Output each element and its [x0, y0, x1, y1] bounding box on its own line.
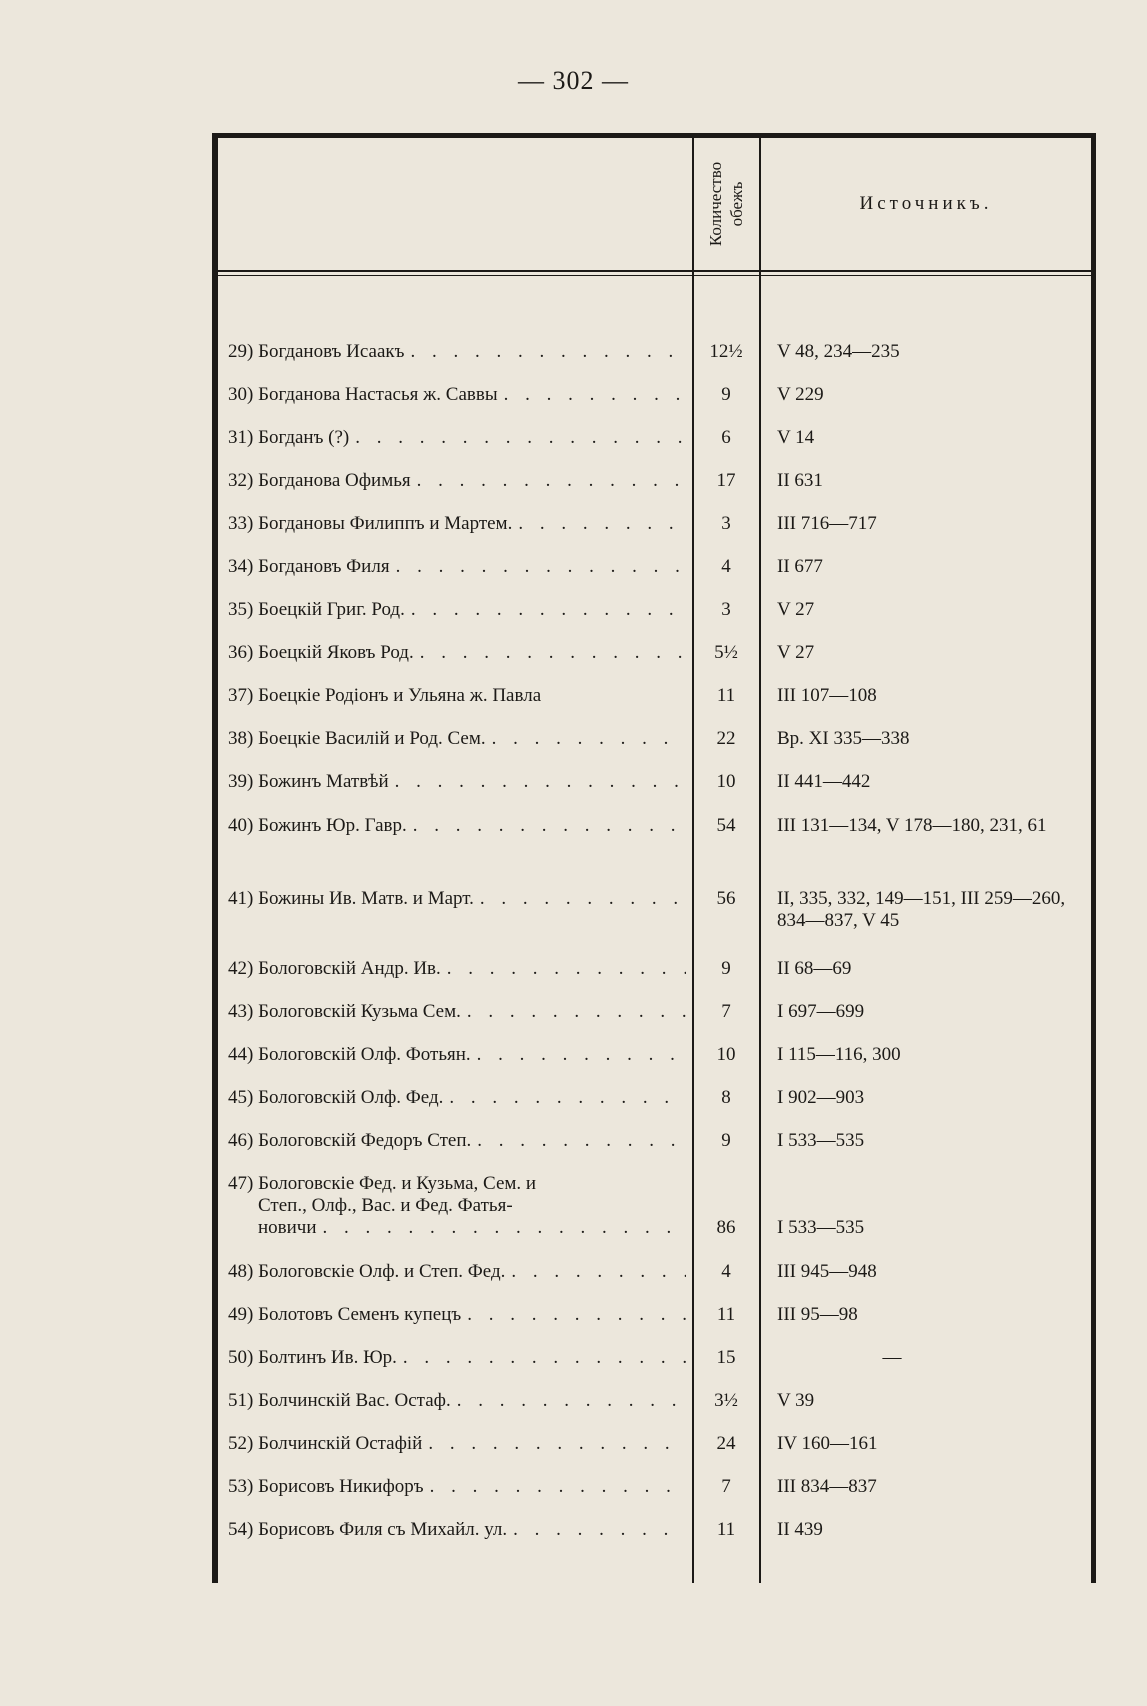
row-source: Вр. XI 335—338 — [777, 728, 910, 749]
register-table — [212, 133, 1096, 1583]
row-quantity: 9 — [721, 958, 731, 979]
row-name-line3: новичи — [258, 1217, 317, 1238]
row-quantity: 6 — [721, 427, 731, 448]
row-quantity: 3 — [721, 599, 731, 620]
row-quantity: 8 — [721, 1087, 731, 1108]
row-quantity: 17 — [716, 470, 736, 491]
row-quantity: 15 — [716, 1347, 736, 1368]
row-name: 49) Болотовъ Семенъ купецъ — [228, 1304, 462, 1325]
row-quantity: 4 — [721, 556, 731, 577]
row-name: 34) Богдановъ Филя — [228, 556, 390, 577]
row-name: 53) Борисовъ Никифоръ — [228, 1476, 424, 1497]
row-source: II 441—442 — [777, 771, 871, 792]
row-name: 38) Боецкіе Василій и Род. Сем. — [228, 728, 486, 749]
row-name: 43) Бологовскій Кузьма Сем. — [228, 1001, 461, 1022]
row-quantity: 24 — [716, 1433, 736, 1454]
table-left-border — [212, 133, 218, 1583]
row-source: I 533—535 — [777, 1217, 865, 1238]
row-quantity: 56 — [716, 888, 736, 909]
row-quantity: 7 — [721, 1476, 731, 1497]
row-quantity: 4 — [721, 1261, 731, 1282]
row-name: 29) Богдановъ Исаакъ — [228, 341, 405, 362]
row-source: — — [882, 1347, 902, 1368]
row-quantity: 9 — [721, 1130, 731, 1151]
row-name: 31) Богданъ (?) — [228, 427, 350, 448]
row-source: IV 160—161 — [777, 1433, 878, 1454]
row-source: I 115—116, 300 — [777, 1044, 901, 1065]
row-source: I 697—699 — [777, 1001, 865, 1022]
row-source: III 945—948 — [777, 1261, 877, 1282]
row-source: III 95—98 — [777, 1304, 858, 1325]
row-quantity: 3 — [721, 513, 731, 534]
row-name: 45) Бологовскій Олф. Фед. — [228, 1087, 444, 1108]
row-source: V 39 — [777, 1390, 815, 1411]
header-quantity — [694, 138, 758, 270]
row-quantity: 9 — [721, 384, 731, 405]
row-source: V 48, 234—235 — [777, 341, 900, 362]
row-source: III 131—134, V 178—180, 231, 61 — [777, 815, 1047, 836]
row-source: I 533—535 — [777, 1130, 865, 1151]
row-source: V 27 — [777, 642, 815, 663]
header-rule-thin — [212, 275, 1096, 276]
table-right-border — [1091, 133, 1096, 1583]
row-name: 42) Бологовскій Андр. Ив. — [228, 958, 441, 979]
row-name: 48) Бологовскіе Олф. и Степ. Фед. — [228, 1261, 506, 1282]
row-name-line2: Степ., Олф., Вас. и Фед. Фатья- — [258, 1195, 513, 1216]
row-source: II 677 — [777, 556, 823, 577]
row-source: V 27 — [777, 599, 815, 620]
row-source: II 439 — [777, 1519, 823, 1540]
row-name: 41) Божины Ив. Матв. и Март. — [228, 888, 474, 909]
row-quantity: 5½ — [714, 642, 738, 663]
row-quantity: 22 — [716, 728, 736, 749]
row-quantity: 11 — [716, 1304, 736, 1325]
row-name: 50) Болтинъ Ив. Юр. — [228, 1347, 397, 1368]
row-name: 44) Бологовскій Олф. Фотьян. — [228, 1044, 471, 1065]
row-name: 51) Болчинскій Вас. Остаф. — [228, 1390, 451, 1411]
row-source: II 68—69 — [777, 958, 852, 979]
row-source: V 229 — [777, 384, 824, 405]
row-name: 40) Божинъ Юр. Гавр. — [228, 815, 407, 836]
row-source: II, 335, 332, 149—151, III 259—260, 834—837, V 45 — [777, 888, 1066, 931]
row-quantity: 11 — [716, 1519, 736, 1540]
row-source: III 834—837 — [777, 1476, 877, 1497]
row-name: 54) Борисовъ Филя съ Михайл. ул. — [228, 1519, 508, 1540]
row-name: 46) Бологовскій Федоръ Степ. — [228, 1130, 472, 1151]
row-quantity: 11 — [716, 685, 736, 706]
row-source: V 14 — [777, 427, 815, 448]
row-source: III 107—108 — [777, 685, 877, 706]
row-name: 39) Божинъ Матвѣй — [228, 771, 389, 792]
row-quantity: 12½ — [709, 341, 743, 362]
header-rule — [212, 270, 1096, 272]
row-quantity: 7 — [721, 1001, 731, 1022]
row-name-line1: 47) Бологовскіе Фед. и Кузьма, Сем. и — [228, 1173, 537, 1194]
header-source: Источникъ. — [859, 193, 993, 214]
row-source: III 716—717 — [777, 513, 877, 534]
row-source: I 902—903 — [777, 1087, 865, 1108]
row-name: 30) Богданова Настасья ж. Саввы — [228, 384, 498, 405]
row-quantity: 54 — [716, 815, 736, 836]
page-number: — 302 — — [518, 66, 629, 95]
row-quantity: 10 — [716, 1044, 736, 1065]
row-name: 33) Богдановы Филиппъ и Мартем. — [228, 513, 513, 534]
row-source: II 631 — [777, 470, 823, 491]
column-divider-quantity-source — [759, 138, 761, 1583]
header-quantity-line2: обежъ — [727, 181, 747, 227]
row-quantity: 3½ — [714, 1390, 738, 1411]
row-name: 35) Боецкій Григ. Род. — [228, 599, 405, 620]
row-name: 52) Болчинскій Остафій — [228, 1433, 423, 1454]
row-quantity: 10 — [716, 771, 736, 792]
row-quantity: 86 — [716, 1217, 736, 1238]
row-name: 32) Богданова Офимья — [228, 470, 411, 491]
row-name: 36) Боецкій Яковъ Род. — [228, 642, 414, 663]
row-name: 37) Боецкіе Родіонъ и Ульяна ж. Павла — [228, 685, 542, 706]
header-quantity-line1: Количество — [706, 161, 726, 247]
